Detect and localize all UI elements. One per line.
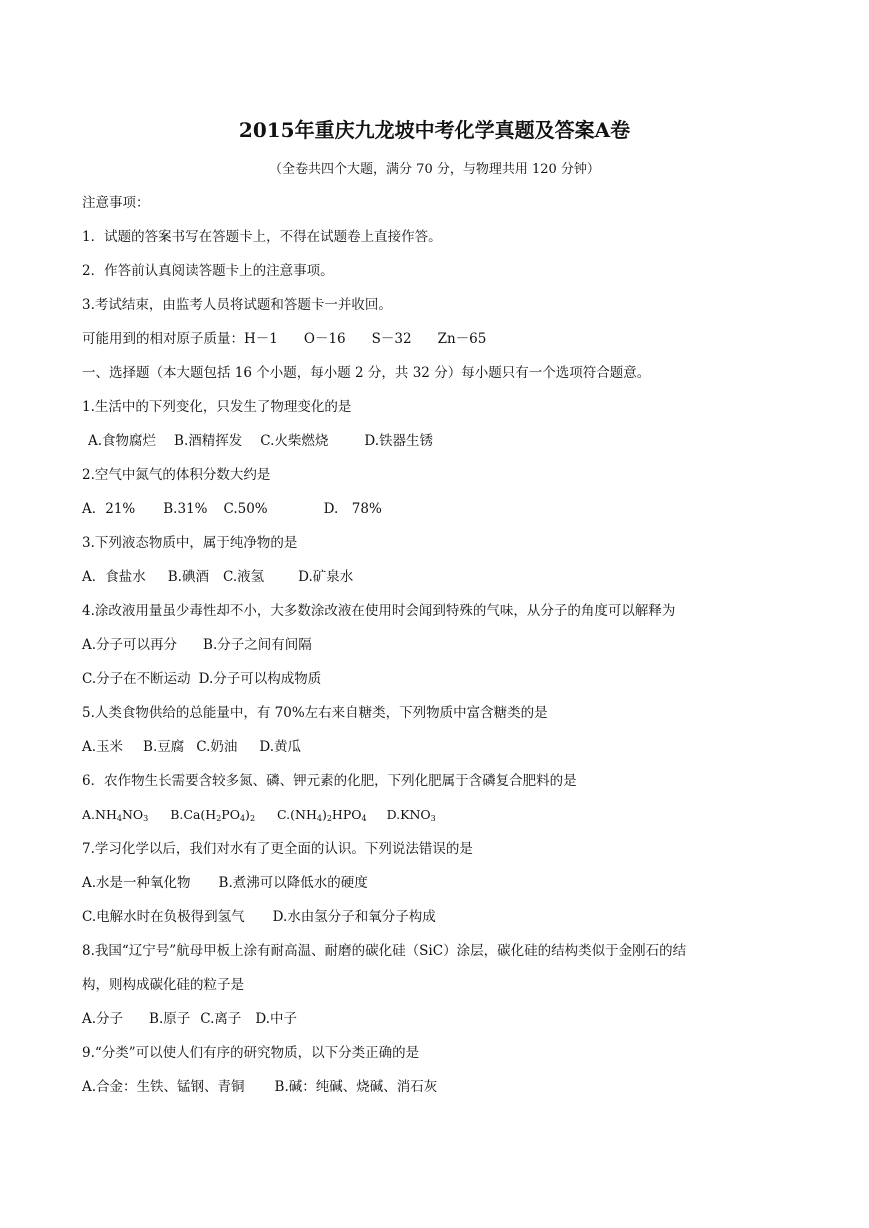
- q2-option-d: D. 78%: [323, 501, 382, 517]
- q5-option-c: C.奶油: [196, 739, 238, 755]
- atomic-mass-s: S－32: [371, 331, 412, 347]
- q1-option-a: A.食物腐烂: [88, 433, 157, 449]
- question-8-stem-line-2: 构，则构成碳化硅的粒子是: [82, 977, 244, 993]
- q6-c-sub-3: 4: [361, 814, 367, 823]
- question-2-stem: 2.空气中氮气的体积分数大约是: [82, 467, 271, 483]
- question-9-options-row-1: [82, 1078, 437, 1096]
- q1-option-b: B.酒精挥发: [174, 433, 243, 449]
- section-heading-1: 一、选择题（本大题包括 16 个小题，每小题 2 分，共 32 分）每小题只有一个选项符合题意。: [82, 365, 651, 381]
- q6-a-sub-2: 3: [143, 814, 149, 823]
- q6-b-text-1: B.Ca(H: [170, 807, 217, 822]
- q6-b-text-3: ): [245, 807, 250, 822]
- atomic-mass-line: [82, 330, 486, 348]
- q8-option-a: A.分子: [82, 1011, 124, 1027]
- q5-option-a: A.玉米: [82, 739, 124, 755]
- q3-option-d: D.矿泉水: [298, 569, 354, 585]
- q7-option-b: B.煮沸可以降低水的硬度: [218, 875, 368, 891]
- q6-b-sub-1: 2: [216, 814, 222, 823]
- q8-option-d: D.中子: [255, 1011, 298, 1027]
- q4-option-a: A.分子可以再分: [82, 637, 178, 653]
- question-9-stem: 9.“分类”可以使人们有序的研究物质，以下分类正确的是: [82, 1045, 420, 1061]
- q6-option-a: [82, 807, 148, 822]
- atomic-mass-label: 可能用到的相对原子质量：H－1: [82, 331, 278, 347]
- q6-c-sub-1: 4: [316, 814, 322, 823]
- page-title: 2015年重庆九龙坡中考化学真题及答案A卷: [238, 118, 631, 142]
- q7-option-d: D.水由氢分子和氧分子构成: [272, 909, 436, 925]
- question-4-stem: 4.涂改液用量虽少毒性却不小，大多数涂改液在使用时会闻到特殊的气味，从分子的角度可以解释为: [82, 603, 676, 619]
- q8-option-b: B.原子: [149, 1011, 191, 1027]
- question-6-options: [82, 806, 436, 824]
- q7-option-a: A.水是一种氧化物: [82, 875, 191, 891]
- q3-option-c: C.液氢: [222, 569, 265, 585]
- question-8-stem-line-1: 8.我国“辽宁号”航母甲板上涂有耐高温、耐磨的碳化硅（SiC）涂层，碳化硅的结构类似于金刚石的结: [82, 943, 687, 959]
- q6-option-d: [387, 807, 436, 822]
- question-4-options-row-1: [82, 636, 312, 654]
- question-4-options-row-2: [82, 670, 321, 688]
- question-7-stem: 7.学习化学以后，我们对水有了更全面的认识。下列说法错误的是: [82, 841, 473, 857]
- question-5-options: [82, 738, 301, 756]
- question-8-options: [82, 1010, 297, 1028]
- q6-c-text-3: HPO: [331, 807, 362, 822]
- q6-option-c: [277, 807, 367, 822]
- question-5-stem: 5.人类食物供给的总能量中，有 70%左右来自糖类，下列物质中富含糖类的是: [82, 705, 548, 721]
- q1-option-d: D.铁器生锈: [364, 433, 434, 449]
- page-subtitle: （全卷共四个大题，满分 70 分，与物理共用 120 分钟）: [269, 162, 600, 177]
- q6-d-sub-1: 3: [430, 814, 436, 823]
- q4-option-b: B.分子之间有间隔: [203, 637, 312, 653]
- question-3-options: [82, 568, 353, 586]
- question-7-options-row-2: [82, 908, 436, 926]
- notice-item-2: 2．作答前认真阅读答题卡上的注意事项。: [82, 263, 334, 279]
- q2-option-b: B.31%: [163, 501, 208, 517]
- question-2-options: [82, 500, 382, 518]
- q7-option-c: C.电解水时在负极得到氢气: [82, 909, 245, 925]
- question-3-stem: 3.下列液态物质中，属于纯净物的是: [82, 535, 298, 551]
- q6-b-text-2: PO: [221, 807, 240, 822]
- notice-heading: 注意事项：: [82, 195, 150, 211]
- q2-option-c: C.50%: [223, 501, 268, 517]
- q6-c-text-2: ): [321, 807, 327, 822]
- question-6-stem: 6．农作物生长需要含较多氮、磷、钾元素的化肥，下列化肥属于含磷复合肥料的是: [82, 773, 577, 789]
- q6-b-sub-2: 4: [239, 814, 246, 823]
- notice-item-1: 1．试题的答案书写在答题卡上，不得在试题卷上直接作答。: [82, 229, 442, 245]
- q6-c-sub-2: 2: [326, 814, 332, 823]
- q2-option-a: A．21%: [82, 501, 136, 517]
- q6-c-text-1: C.(NH: [277, 807, 317, 822]
- q5-option-b: B.豆腐: [143, 739, 185, 755]
- q3-option-a: A．食盐水: [82, 569, 146, 585]
- q6-a-text-2: NO: [121, 807, 144, 822]
- q9-option-b: B.碱：纯碱、烧碱、消石灰: [274, 1079, 438, 1095]
- atomic-mass-o: O－16: [303, 331, 346, 347]
- q6-option-b: [170, 807, 255, 822]
- q6-a-text-1: A.NH: [82, 807, 117, 822]
- q3-option-b: B.碘酒: [167, 569, 209, 585]
- question-7-options-row-1: [82, 874, 368, 892]
- q1-option-c: C.火柴燃烧: [260, 433, 329, 449]
- q4-option-d: D.分子可以构成物质: [198, 671, 322, 687]
- q6-a-sub-1: 4: [116, 814, 122, 823]
- q8-option-c: C.离子: [200, 1011, 242, 1027]
- question-1-options: [88, 432, 433, 450]
- notice-item-3: 3.考试结束，由监考人员将试题和答题卡一并收回。: [82, 297, 392, 313]
- atomic-mass-zn: Zn－65: [437, 331, 487, 347]
- q5-option-d: D.黄瓜: [259, 739, 302, 755]
- question-1-stem: 1.生活中的下列变化，只发生了物理变化的是: [82, 399, 352, 415]
- q6-b-sub-3: 2: [249, 814, 256, 823]
- q4-option-c: C.分子在不断运动: [82, 671, 191, 687]
- q6-d-text-1: D.KNO: [386, 807, 431, 822]
- q9-option-a: A.合金：生铁、锰钢、青铜: [82, 1079, 245, 1095]
